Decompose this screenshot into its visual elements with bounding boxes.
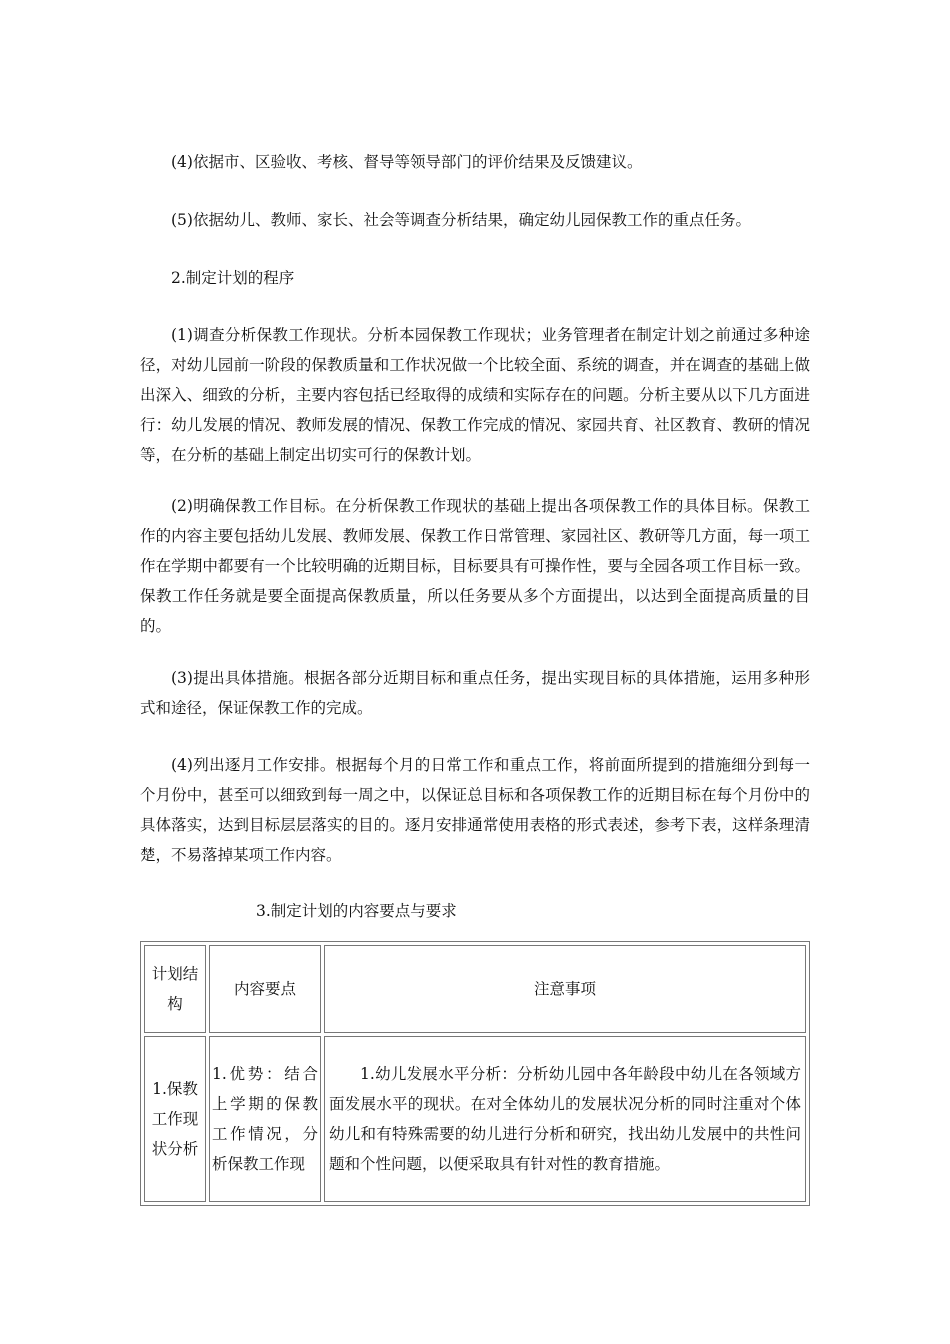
header-structure: 计划结构 xyxy=(144,945,206,1033)
table-header-row xyxy=(144,945,806,1033)
table-row xyxy=(144,1036,806,1202)
plan-structure-table xyxy=(140,941,810,1206)
paragraph-step-4: (4)列出逐月工作安排。根据每个月的日常工作和重点工作，将前面所提到的措施细分到每一个月份中，甚至可以细致到每一周之中，以保证总目标和各项保教工作的近期目标在每个月份中的具体落实，达到目标层层落实的目的。逐月安排通常使用表格的形式表述，参考下表，这样条理清楚，不易落掉某项工作内容。 xyxy=(140,756,810,864)
cell-points: 1.优势：结合上学期的保教工作情况，分析保教工作现 xyxy=(209,1036,321,1202)
cell-notes: 1.幼儿发展水平分析：分析幼儿园中各年龄段中幼儿在各领域方面发展水平的现状。在对全体幼儿的发展状况分析的同时注重对个体幼儿和有特殊需要的幼儿进行分析和研究，找出幼儿发展中的共性问题和个性问题，以便采取具有针对性的教育措施。 xyxy=(324,1036,806,1202)
cell-structure: 1.保教工作现状分析 xyxy=(144,1036,206,1202)
paragraph-step-1: (1)调查分析保教工作现状。分析本园保教工作现状；业务管理者在制定计划之前通过多种途径，对幼儿园前一阶段的保教质量和工作状况做一个比较全面、系统的调查，并在调查的基础上做出深入、细致的分析，主要内容包括已经取得的成绩和实际存在的问题。分析主要从以下几方面进行：幼儿发展的情况、教师发展的情况、保教工作完成的情况、家园共育、社区教育、教研的情况等，在分析的基础上制定出切实可行的保教计划。 xyxy=(140,326,810,464)
plan-structure-table-container xyxy=(140,941,810,1206)
header-notes: 注意事项 xyxy=(324,945,806,1033)
section-heading-procedure: 2.制定计划的程序 xyxy=(171,269,295,287)
paragraph-step-2: (2)明确保教工作目标。在分析保教工作现状的基础上提出各项保教工作的具体目标。保教工作的内容主要包括幼儿发展、教师发展、保教工作日常管理、家园社区、教研等几方面，每一项工作在学期中都要有一个比较明确的近期目标，目标要具有可操作性，要与全园各项工作目标一致。保教工作任务就是要全面提高保教质量，所以任务要从多个方面提出，以达到全面提高质量的目的。 xyxy=(140,497,810,635)
header-points: 内容要点 xyxy=(209,945,321,1033)
paragraph-basis-5: (5)依据幼儿、教师、家长、社会等调查分析结果，确定幼儿园保教工作的重点任务。 xyxy=(171,211,751,229)
section-heading-content-points: 3.制定计划的内容要点与要求 xyxy=(256,902,457,920)
paragraph-basis-4: (4)依据市、区验收、考核、督导等领导部门的评价结果及反馈建议。 xyxy=(171,153,643,171)
paragraph-step-3: (3)提出具体措施。根据各部分近期目标和重点任务，提出实现目标的具体措施，运用多种形式和途径，保证保教工作的完成。 xyxy=(140,669,810,717)
